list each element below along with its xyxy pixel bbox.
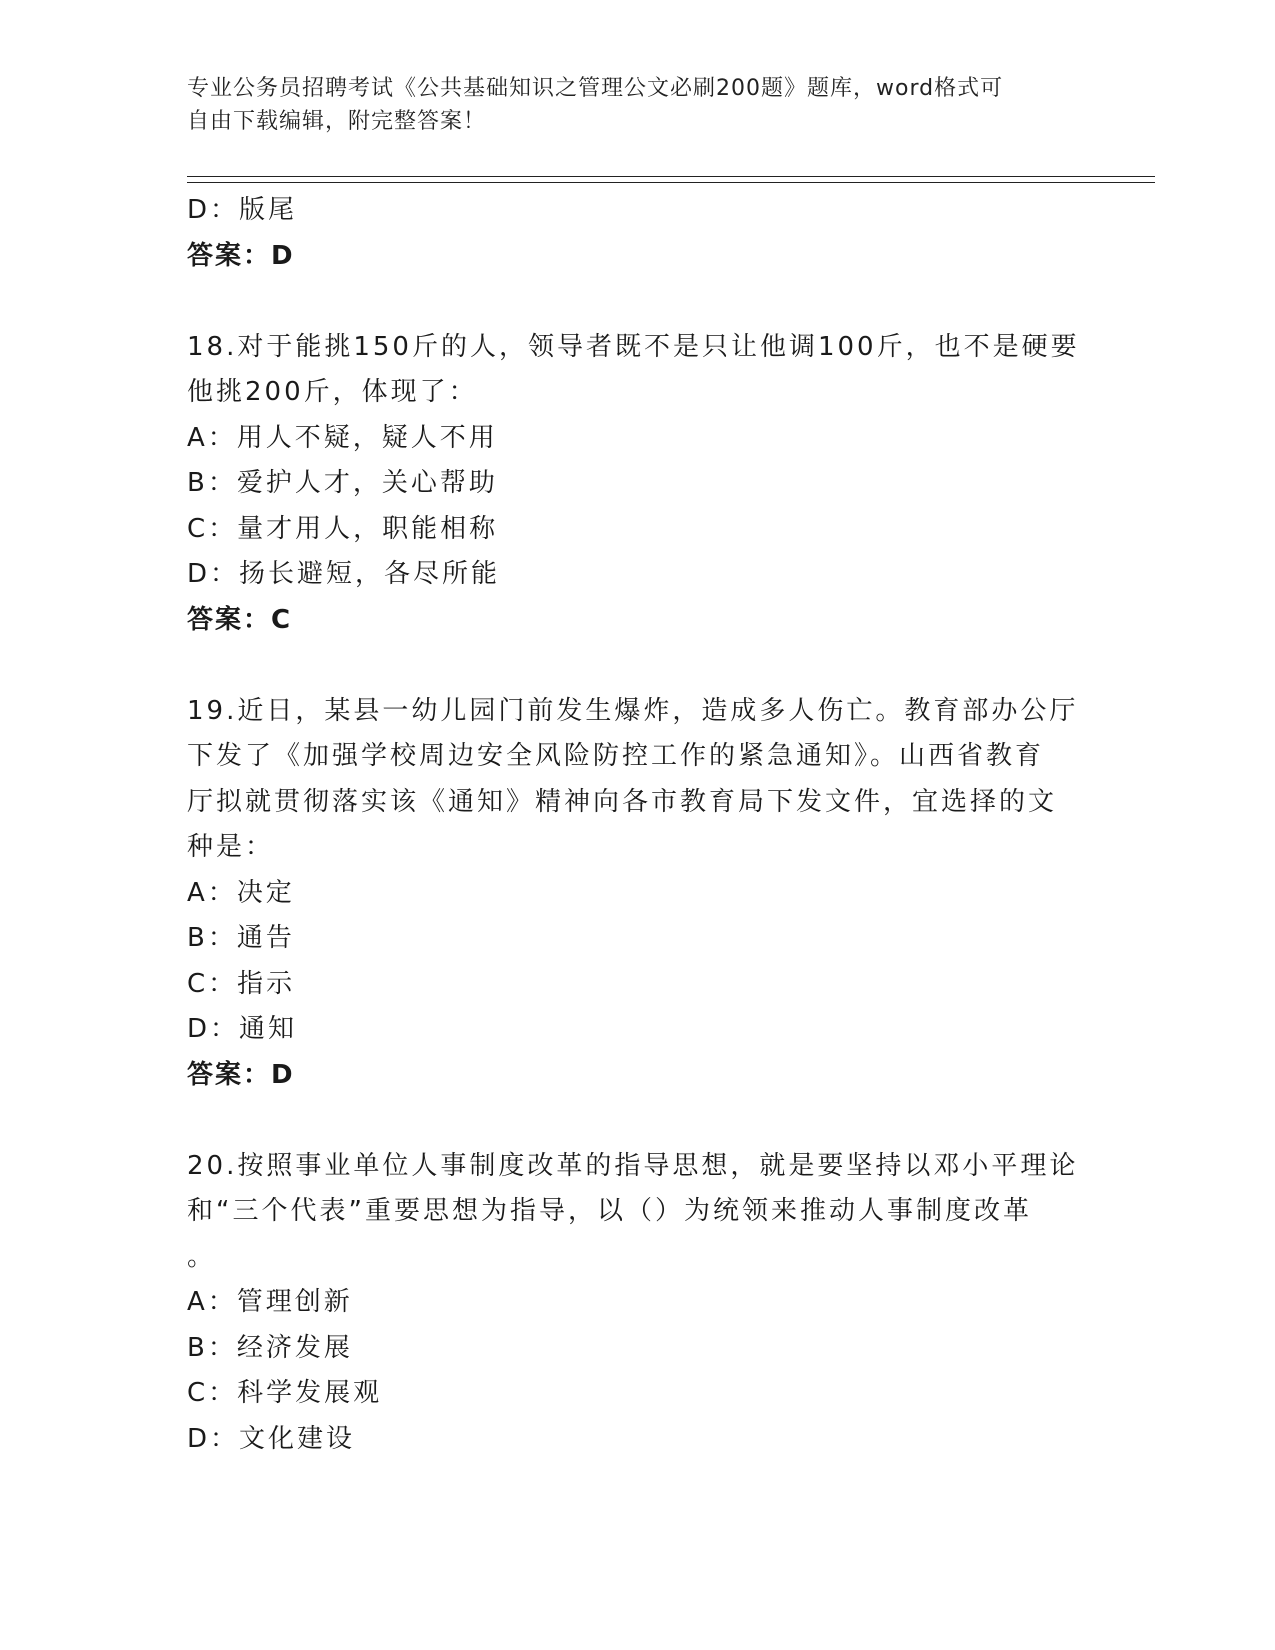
header-line-1: 专业公务员招聘考试《公共基础知识之管理公文必刷200题》题库，word格式可 bbox=[187, 76, 1004, 101]
answer-line: 答案：D bbox=[187, 1059, 295, 1090]
question-stem-line: 种是： bbox=[187, 832, 275, 862]
spacer bbox=[187, 1098, 1087, 1144]
question-stem-line: 厅拟就贯彻落实该《通知》精神向各市教育局下发文件，宜选择的文 bbox=[187, 786, 1058, 817]
option-a: A：决定 bbox=[187, 877, 295, 908]
answer-line: 答案：C bbox=[187, 604, 293, 635]
option-c: C：科学发展观 bbox=[187, 1378, 383, 1408]
question-stem-line: 18.对于能挑150斤的人，领导者既不是只让他调100斤，也不是硬要 bbox=[187, 331, 1080, 362]
spacer bbox=[187, 279, 1087, 325]
answer-line: 答案：D bbox=[187, 240, 295, 271]
option-d: D：文化建设 bbox=[187, 1423, 356, 1454]
option-a: A：用人不疑，疑人不用 bbox=[187, 422, 498, 453]
question-stem-line: 20.按照事业单位人事制度改革的指导思想，就是要坚持以邓小平理论 bbox=[187, 1150, 1079, 1181]
option-b: B：经济发展 bbox=[187, 1332, 353, 1363]
option-c: C：指示 bbox=[187, 968, 296, 999]
question-stem-line: 和“三个代表”重要思想为指导，以（）为统领来推动人事制度改革 bbox=[187, 1196, 1032, 1226]
option-c: C：量才用人，职能相称 bbox=[187, 513, 499, 544]
question-stem-line: 他挑200斤，体现了： bbox=[187, 377, 478, 407]
option-d: D：扬长避短，各尽所能 bbox=[187, 559, 501, 589]
question-stem-line: 下发了《加强学校周边安全风险防控工作的紧急通知》。山西省教育 bbox=[187, 741, 1045, 771]
question-stem-line: 。 bbox=[187, 1241, 217, 1272]
question-stem-line: 19.近日，某县一幼儿园门前发生爆炸，造成多人伤亡。教育部办公厅 bbox=[187, 695, 1079, 726]
option-d: D：通知 bbox=[187, 1014, 298, 1044]
question-19 bbox=[187, 689, 1087, 1099]
carryover-question bbox=[187, 188, 1087, 279]
question-18 bbox=[187, 325, 1087, 644]
option-a: A：管理创新 bbox=[187, 1287, 353, 1317]
header-line-2: 自由下载编辑，附完整答案！ bbox=[187, 109, 487, 134]
option-b: B：爱护人才，关心帮助 bbox=[187, 468, 498, 498]
header-divider bbox=[187, 176, 1155, 183]
option-b: B：通告 bbox=[187, 923, 295, 953]
spacer bbox=[187, 643, 1087, 689]
option-d: D：版尾 bbox=[187, 195, 298, 225]
question-20 bbox=[187, 1144, 1087, 1463]
document-body bbox=[187, 188, 1087, 1462]
page-header bbox=[187, 72, 1087, 138]
